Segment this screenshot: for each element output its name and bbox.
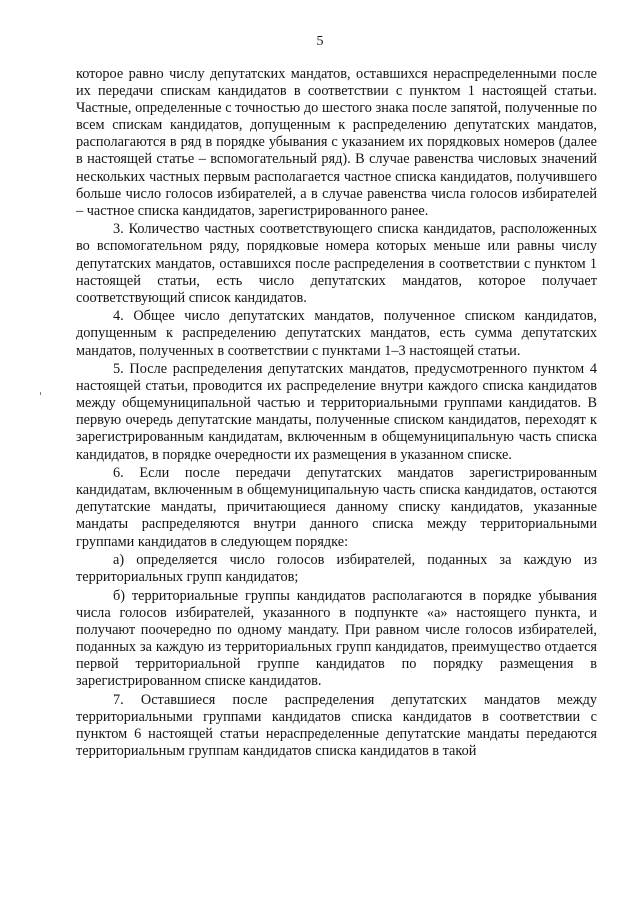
paragraph-item-7: 7. Оставшиеся после распределения депутатских мандатов между территориальными группами кандидатов списка кандидатов в соответствии с пунктом 6 настоящей статьи нераспределенные депутатские мандаты передаются территориальным группам кандидатов списка кандидатов в такой (76, 691, 597, 760)
paragraph-item-6: 6. Если после передачи депутатских мандатов зарегистрированным кандидатам, включенным в общемуниципальную часть списка кандидатов, остаются депутатские мандаты, причитающиеся данному списку кандидатов, указанные мандаты распределяются внутри данного списка между территориальными группами кандидатов в следующем порядке: (76, 465, 597, 550)
paragraph-item-3: 3. Количество частных соответствующего списка кандидатов, расположенных во вспомогательном ряду, порядковые номера которых меньше или равны числу депутатских мандатов, оставшихся после распределения в соответствии с пунктом 1 настоящей статьи, есть число депутатских мандатов, которое получает соответствующий список кандидатов. (76, 221, 597, 306)
document-body (76, 66, 597, 760)
paragraph-item-6b: б) территориальные группы кандидатов располагаются в порядке убывания числа голосов избирателей, указанного в подпункте «а» настоящего пункта, и получают поочередно по одному мандату. При равном числе голосов избирателей, поданных за каждую из территориальных групп кандидатов, преимущество отдается первой территориальной группе кандидатов по порядку размещения в зарегистрированном списке кандидатов. (76, 587, 597, 690)
paragraph-continuation: которое равно числу депутатских мандатов, оставшихся нераспределенными после их передачи спискам кандидатов в соответствии с пунктом 1 настоящей статьи. Частные, определенные с точностью до шестого знака после запятой, полученные по всем спискам кандидатов, допущенным к распределению депутатских мандатов, располагаются в ряд в порядке убывания с указанием их порядковых номеров (далее в настоящей статье – вспомогательный ряд). В случае равенства числовых значений нескольких частных первым располагается частное списка кандидатов, получившего больше число голосов избирателей, а в случае равенства числа голосов избирателей – частное списка кандидатов, зарегистрированного ранее. (76, 66, 597, 219)
paragraph-item-5: 5. После распределения депутатских мандатов, предусмотренного пунктом 4 настоящей статьи, проводится их распределение внутри каждого списка кандидатов между общемуниципальной частью и территориальными группами кандидатов. В первую очередь депутатские мандаты, полученные списком кандидатов, переходят к зарегистрированным кандидатам, включенным в общемуниципальную часть списка кандидатов, в порядке очередности их размещения в указанном списке. (76, 361, 597, 463)
paragraph-item-6a: а) определяется число голосов избирателей, поданных за каждую из территориальных групп кандидатов; (76, 552, 597, 586)
page-number: 5 (316, 34, 324, 49)
margin-mark (40, 392, 41, 395)
paragraph-item-4: 4. Общее число депутатских мандатов, полученное списком кандидатов, допущенным к распределению депутатских мандатов, есть сумма депутатских мандатов, полученных в соответствии с пунктами 1–3 настоящей статьи. (76, 308, 597, 359)
